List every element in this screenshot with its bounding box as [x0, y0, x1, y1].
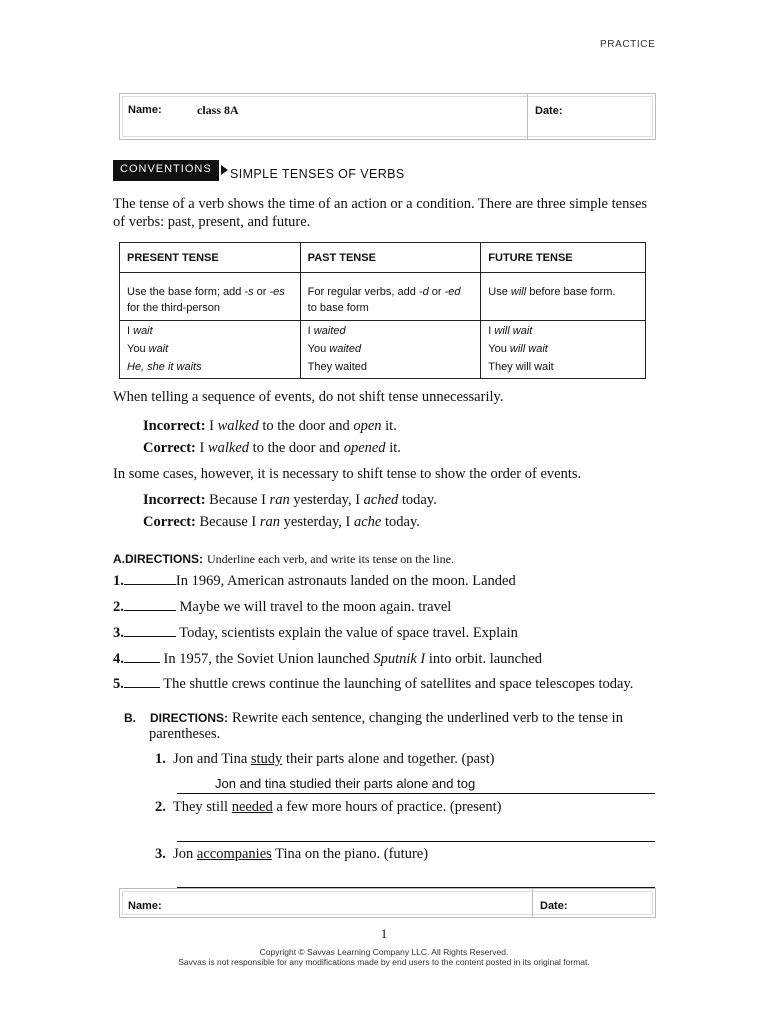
list-item: 1. Jon and Tina study their parts alone and together. (past) [155, 751, 495, 767]
shift-note: In some cases, however, it is necessary to shift tense to show the order of events. [113, 466, 582, 482]
table-cell: For regular verbs, add -d or -ed to base form [300, 273, 481, 321]
name-date-box-top [119, 93, 656, 140]
table-row [120, 321, 646, 379]
name-field[interactable]: class 8A [197, 103, 239, 117]
table-header-row [120, 243, 646, 273]
list-item: 3. Today, scientists explain the value of space travel. Explain [113, 625, 518, 641]
list-item: 2. Maybe we will travel to the moon again. travel [113, 599, 452, 615]
answer-blank[interactable] [124, 573, 176, 585]
conventions-badge: CONVENTIONS [113, 160, 219, 181]
name-label: Name: [128, 104, 162, 116]
list-item: 5. The shuttle crews continue the launching of satellites and space telescopes today. [113, 676, 634, 692]
divider [532, 889, 533, 917]
badge-arrow-icon [221, 165, 228, 175]
table-header: PAST TENSE [300, 243, 481, 273]
example-incorrect: Incorrect: I walked to the door and open it. [143, 418, 397, 434]
disclaimer-text: Savvas is not responsible for any modifications made by end users to the content posted in its original format. [178, 957, 590, 967]
name-label: Name: [128, 900, 162, 912]
answer-blank[interactable] [124, 599, 176, 611]
answer-line [177, 793, 655, 794]
list-item: 3. Jon accompanies Tina on the piano. (future) [155, 846, 429, 862]
table-cell: I waited You waited They waited [300, 321, 481, 379]
name-date-box-bottom [119, 888, 656, 918]
tense-table [119, 242, 646, 379]
table-header: FUTURE TENSE [481, 243, 646, 273]
answer-blank[interactable] [124, 651, 160, 663]
date-label: Date: [540, 900, 568, 912]
practice-label: PRACTICE [600, 39, 656, 50]
answer-blank[interactable] [124, 625, 176, 637]
list-item: 1. In 1969, American astronauts landed on the moon. Landed [113, 573, 516, 589]
table-cell: I wait You wait He, she it waits [120, 321, 301, 379]
answer-blank[interactable] [124, 676, 160, 688]
section-b-directions-cont: parentheses. [149, 726, 221, 742]
list-item: 2. They still needed a few more hours of practice. (present) [155, 799, 502, 815]
list-item: 4. In 1957, the Soviet Union launched Sputnik I into orbit. launched [113, 651, 543, 667]
example-correct: Correct: I walked to the door and opened it. [143, 440, 401, 456]
intro-paragraph: The tense of a verb shows the time of an action or a condition. There are three simple tenses of verbs: past, present, and future. [113, 196, 648, 230]
section-a-directions: A.DIRECTIONS: Underline each verb, and write its tense on the line. [113, 552, 454, 566]
answer-line [177, 841, 655, 842]
example-incorrect: Incorrect: Because I ran yesterday, I ached today. [143, 492, 437, 508]
table-cell: Use will before base form. [481, 273, 646, 321]
table-cell: I will wait You will wait They will wait [481, 321, 646, 379]
divider [527, 94, 528, 139]
page-number: 1 [380, 926, 388, 941]
section-title: SIMPLE TENSES OF VERBS [230, 167, 405, 181]
date-label: Date: [535, 105, 563, 117]
sequence-note: When telling a sequence of events, do not shift tense unnecessarily. [113, 389, 504, 405]
example-correct: Correct: Because I ran yesterday, I ache today. [143, 514, 420, 530]
answer-input[interactable]: Jon and tina studied their parts alone and tog [215, 776, 476, 791]
copyright-text: Copyright © Savvas Learning Company LLC. All Rights Reserved. [259, 947, 509, 957]
table-header: PRESENT TENSE [120, 243, 301, 273]
table-row [120, 273, 646, 321]
section-b-directions: B. DIRECTIONS: Rewrite each sentence, changing the underlined verb to the tense in [124, 710, 623, 726]
table-cell: Use the base form; add -s or -es for the third-person [120, 273, 301, 321]
